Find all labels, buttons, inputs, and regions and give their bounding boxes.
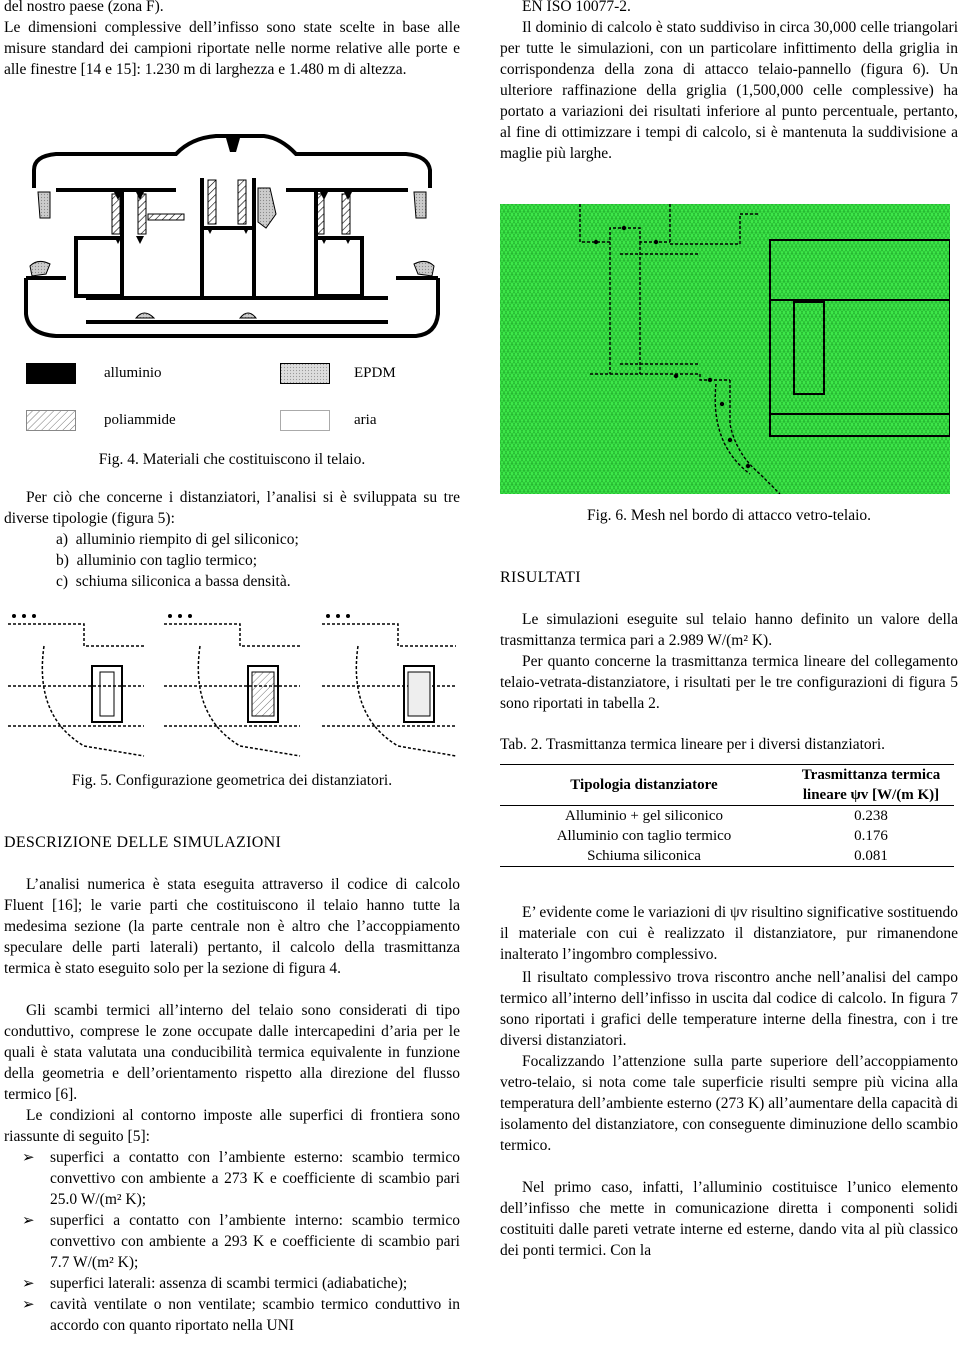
frame-section-drawing	[16, 118, 448, 352]
intro-line-1: del nostro paese (zona F).	[4, 0, 164, 15]
sim-paragraph-2: Gli scambi termici all’interno del telaio sono considerati di tipo conduttivo, comprese le zone occupate dalle intercapedini d’aria per le quali è stata valutata una conducibilità termica equivalente in funzione della geometria e dell’orientamento rispetto alla direzione del flusso termico [6].	[4, 1002, 460, 1103]
results-table	[500, 764, 954, 867]
section-heading-risultati: RISULTATI	[500, 569, 581, 586]
section-heading-simulazioni: DESCRIZIONE DELLE SIMULAZIONI	[4, 834, 282, 851]
arrow-bullet-icon: ➢	[22, 1274, 35, 1292]
list-item: c) schiuma siliconica a bassa densità.	[56, 573, 291, 590]
sim-paragraph-3: Le condizioni al contorno imposte alle superfici di frontiera sono riassunte di seguito [5]:	[4, 1107, 460, 1145]
fig6-caption: Fig. 6. Mesh nel bordo di attacco vetro-telaio.	[586, 507, 872, 524]
table-row: Schiuma siliconica 0.081	[500, 846, 954, 867]
mesh-paragraph: Il dominio di calcolo è stato suddiviso in circa 30,000 celle triangolari per tutte le simulazioni, con un particolare infittimento della griglia in corrispondenza della zona di attacco telaio-pannello (figura 6). Un ulteriore raffinazione della griglia (1,500,000 celle complessive) ha portato a variazioni dei risultati inferiore al punto percentuale, pertanto, al fine di ottimizzare i tempi di calcolo, si è mantenuta la suddivisione a maglie più larghe.	[500, 19, 958, 162]
results-paragraph-2: Per quanto concerne la trasmittanza termica lineare del collegamento telaio-vetrata-distanziatore, i risultati per le tre configurazioni di figura 5 sono riportati in tabella 2.	[500, 653, 958, 712]
distanziatori-paragraph: Per ciò che concerne i distanziatori, l’analisi si è sviluppata su tre diverse tipologie (figura 5):	[4, 489, 460, 527]
legend-swatch-aria	[280, 410, 330, 431]
arrow-bullet-icon: ➢	[22, 1148, 35, 1166]
legend-label-poliammide: poliammide	[104, 412, 176, 428]
sim-paragraph-1: L’analisi numerica è stata eseguita attraverso il codice di calcolo Fluent [16]; le varie parti che costituiscono il telaio hanno tutte la medesima sezione (la parte centrale non è altro che l’accoppiamento speculare delle parti laterali) pertanto, il calcolo della trasmittanza termica è stato eseguito solo per la sezione di figura 4.	[4, 876, 460, 977]
legend-swatch-poliammide	[26, 410, 76, 431]
list-item: b) alluminio con taglio termico;	[56, 552, 258, 569]
arrow-bullet-icon: ➢	[22, 1211, 35, 1229]
results-paragraph-6: Nel primo caso, infatti, l’alluminio costituisce l’unico elemento dell’infisso che mette in comunicazione diretta i componenti solidi costituiti dalle pareti vetrate interne ed esterne, dando vita al più classico dei ponti termici. Con la	[500, 1179, 958, 1259]
results-paragraph-5: Focalizzando l’attenzione sulla parte superiore dell’accoppiamento vetro-telaio, si nota come tale superficie risulti sempre più vicina alla temperatura dell’ambiente esterno (273 K) all’aumentare della capacità di isolamento del distanziatore, con conseguente diminuzione dello scambio termico.	[500, 1053, 958, 1154]
standard-reference: EN ISO 10077-2.	[522, 0, 631, 15]
legend-label-alluminio: alluminio	[104, 365, 162, 381]
list-item: ➢ cavità ventilate o non ventilate; scambio termico conduttivo in accordo con quanto riportato nella UNI	[22, 1295, 460, 1334]
list-item: a) alluminio riempito di gel siliconico;	[56, 531, 299, 548]
spacer-configurations-figure	[4, 606, 460, 764]
table-caption: Tab. 2. Trasmittanza termica lineare per i diversi distanziatori.	[500, 736, 886, 753]
legend-swatch-alluminio	[26, 363, 76, 384]
legend-label-epdm: EPDM	[354, 365, 396, 381]
mesh-figure	[500, 204, 950, 494]
col-header-trasmittanza: Trasmittanza termica lineare ψv [W/(m K)]	[801, 767, 941, 803]
legend-swatch-epdm	[280, 363, 330, 384]
results-paragraph-4: Il risultato complessivo trova riscontro anche nell’analisi del campo termico all’interno dell’infisso in uscita dal codice di calcolo. In figura 7 sono riportati i grafici delle temperature interne della finestra, con i tre diversi distanziatori.	[500, 969, 958, 1049]
list-item: ➢ superfici laterali: assenza di scambi termici (adiabatiche);	[22, 1274, 408, 1292]
fig5-caption: Fig. 5. Configurazione geometrica dei distanziatori.	[71, 772, 393, 789]
table-row: Alluminio + gel siliconico 0.238	[564, 808, 888, 824]
list-item: ➢ superfici a contatto con l’ambiente esterno: scambio termico convettivo con ambiente a 273 K e coefficiente di scambio pari 25.0 W/(m² K);	[22, 1148, 460, 1208]
col-header-tipologia: Tipologia distanziatore	[570, 777, 718, 793]
table-header-row	[500, 765, 954, 806]
list-item: ➢ superfici a contatto con l’ambiente interno: scambio termico convettivo con ambiente a 293 K e coefficiente di scambio pari 7.7 W/(m² K);	[22, 1211, 460, 1271]
legend-label-aria: aria	[354, 412, 377, 428]
results-paragraph-3: E’ evidente come le variazioni di ψv risultino significative sostituendo il materiale con cui è realizzato il distanziatore, pur rimanendone inalterato l’ingombro complessivo.	[500, 904, 958, 963]
results-paragraph-1: Le simulazioni eseguite sul telaio hanno definito un valore della trasmittanza termica pari a 2.989 W/(m² K).	[500, 611, 958, 649]
distanziatori-list	[56, 529, 460, 592]
boundary-conditions-list	[4, 1147, 460, 1336]
fig4-caption: Fig. 4. Materiali che costituiscono il telaio.	[98, 451, 366, 468]
arrow-bullet-icon: ➢	[22, 1295, 35, 1313]
table-row: Alluminio con taglio termico 0.176	[556, 828, 888, 844]
intro-paragraph: Le dimensioni complessive dell’infisso sono state scelte in base alle misure standard dei campioni riportate nelle norme relative alle porte e alle finestre [14 e 15]: 1.230 m di larghezza e 1.480 m di altezza.	[4, 19, 460, 78]
